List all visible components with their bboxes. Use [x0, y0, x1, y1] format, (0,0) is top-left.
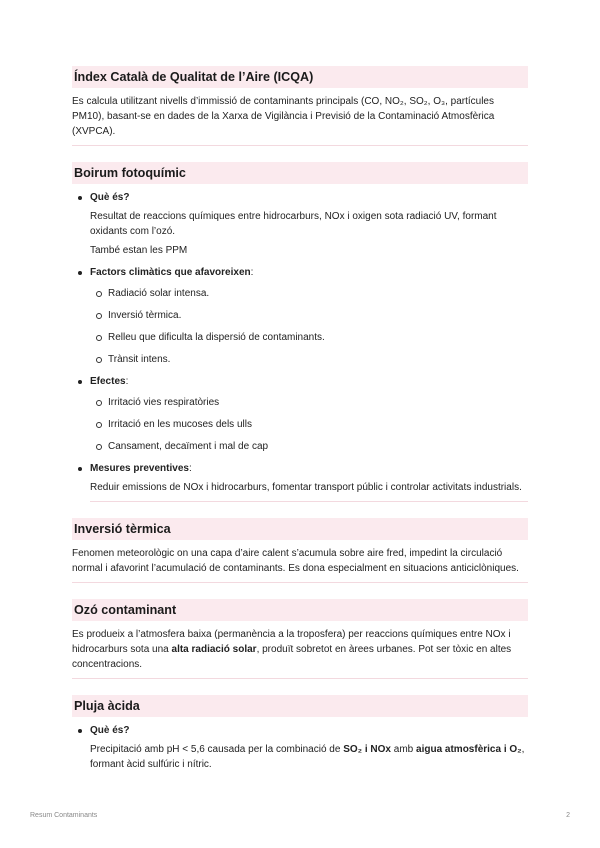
list-item	[72, 461, 528, 502]
section-icqa	[72, 66, 528, 146]
q-label: Què és?	[90, 725, 130, 736]
bullet-icon	[78, 729, 82, 733]
factors-list	[90, 286, 528, 367]
circle-bullet-icon	[96, 357, 102, 363]
section-boirum	[72, 162, 528, 502]
pluja-text	[90, 742, 528, 772]
circle-bullet-icon	[96, 335, 102, 341]
pluja-list	[72, 723, 528, 772]
measures-text: Reduir emissions de NOx i hidrocarburs, fomentar transport públic i controlar activitats industrials.	[90, 480, 528, 502]
effects-list	[90, 395, 528, 454]
effect-text: Irritació en les mucoses dels ulls	[108, 419, 252, 430]
q-label: Què és?	[90, 192, 130, 203]
factors-label: Factors climàtics que afavoreixen	[90, 267, 251, 278]
bullet-icon	[78, 380, 82, 384]
heading-boirum: Boirum fotoquímic	[72, 162, 528, 184]
ozo-text	[72, 627, 528, 679]
icqa-text: Es calcula utilitzant nivells d’immissió de contaminants principals (CO, NO₂, SO₂, O₃, partícules PM10), basant-se en dades de la Xarxa de Vigilància i Previsió de la Contaminació Atmosfèrica (XVPCA).	[72, 94, 528, 146]
list-item	[90, 395, 528, 410]
circle-bullet-icon	[96, 400, 102, 406]
effects-label: Efectes	[90, 376, 126, 387]
colon: :	[125, 376, 129, 387]
list-item	[72, 374, 528, 454]
list-item	[90, 352, 528, 367]
circle-bullet-icon	[96, 444, 102, 450]
factor-text: Inversió tèrmica.	[108, 310, 182, 321]
pluja-bold-1: SO₂ i NOx	[343, 744, 391, 755]
heading-ozo: Ozó contaminant	[72, 599, 528, 621]
inversio-text: Fenomen meteorològic on una capa d’aire calent s’acumula sobre aire fred, impedint la circulació normal i afavorint l’acumulació de contaminants. Es dona especialment en situacions anticiclòniques.	[72, 546, 528, 583]
effect-text: Irritació vies respiratòries	[108, 397, 220, 408]
ozo-text-bold: alta radiació solar	[171, 644, 257, 655]
factor-text: Radiació solar intensa.	[108, 288, 210, 299]
bullet-icon	[78, 467, 82, 471]
heading-pluja: Pluja àcida	[72, 695, 528, 717]
list-item	[90, 417, 528, 432]
ozo-text-a: Es produeix a l’atmosfera baixa (permanència a la troposfera) per reaccions químiques entre NOx i hidrocarburs sota una	[72, 629, 511, 655]
footer-title: Resum Contaminants	[30, 812, 98, 819]
pluja-text-2: amb	[391, 744, 417, 755]
list-item	[90, 286, 528, 301]
factor-text: Relleu que dificulta la dispersió de contaminants.	[108, 332, 325, 343]
page-content	[72, 66, 528, 788]
circle-bullet-icon	[96, 422, 102, 428]
circle-bullet-icon	[96, 291, 102, 297]
heading-icqa: Índex Català de Qualitat de l’Aire (ICQA)	[72, 66, 528, 88]
section-inversio	[72, 518, 528, 583]
pluja-bold-2: aigua atmosfèrica i O₂	[416, 744, 522, 755]
colon: :	[188, 463, 192, 474]
heading-inversio: Inversió tèrmica	[72, 518, 528, 540]
list-item	[72, 190, 528, 258]
list-item	[90, 439, 528, 454]
bullet-icon	[78, 196, 82, 200]
q-text-1: Resultat de reaccions químiques entre hidrocarburs, NOx i oxigen sota radiació UV, formant oxidants com l’ozó.	[90, 211, 497, 237]
effect-text: Cansament, decaïment i mal de cap	[108, 441, 269, 452]
boirum-list	[72, 190, 528, 502]
q-text-2: També estan les PPM	[90, 245, 188, 256]
list-item	[90, 308, 528, 323]
colon: :	[250, 267, 254, 278]
list-item	[72, 723, 528, 772]
pluja-text-3: , formant àcid sulfúric i nítric.	[90, 744, 525, 770]
list-item	[90, 330, 528, 345]
page-number: 2	[566, 812, 570, 819]
section-ozo	[72, 599, 528, 679]
ozo-text-b: , produït sobretot en àrees urbanes. Pot ser tòxic en altes concentracions.	[72, 644, 512, 670]
factor-text: Trànsit intens.	[108, 354, 171, 365]
section-pluja	[72, 695, 528, 772]
bullet-icon	[78, 271, 82, 275]
pluja-text-1: Precipitació amb pH < 5,6 causada per la combinació de	[90, 744, 344, 755]
list-item	[72, 265, 528, 367]
measures-label: Mesures preventives	[90, 463, 189, 474]
circle-bullet-icon	[96, 313, 102, 319]
